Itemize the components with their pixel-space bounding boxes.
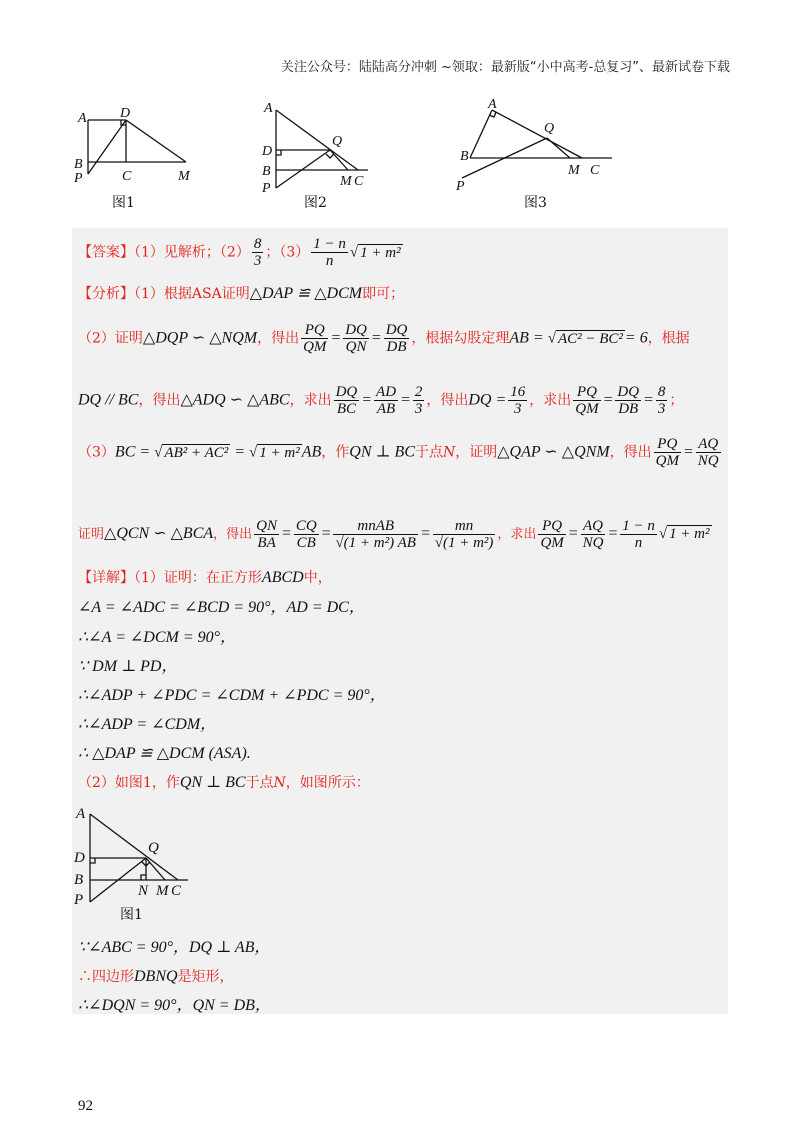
fig3-label-c: C: [590, 163, 600, 178]
figure-2: [258, 100, 388, 200]
frac-num: PQ: [301, 322, 328, 339]
frac: [384, 322, 410, 355]
math: △DAP ≌ △DCM: [249, 285, 363, 302]
fig4-label-n: N: [138, 883, 149, 899]
frac-num: AQ: [581, 518, 606, 535]
math: DQ // BC: [78, 391, 139, 409]
sqrt-radicand: AC² − BC²: [557, 330, 623, 347]
frac: [374, 384, 398, 417]
frac-den: QM: [540, 535, 564, 551]
detail-line-7: ∴ △DAP ≌ △DCM (ASA).: [78, 745, 251, 762]
fig4-label-d: D: [74, 850, 85, 866]
frac: [573, 384, 600, 417]
text: ，求出: [529, 392, 572, 409]
sqrt: √ 1 + m²: [249, 444, 300, 461]
detail-line-2: ∠A = ∠ADC = ∠BCD = 90°，AD = DC，: [78, 599, 365, 616]
frac-num: DQ: [617, 384, 640, 400]
text: 即可；: [362, 286, 405, 302]
frac: [538, 518, 565, 551]
fig3-caption: 图3: [524, 195, 547, 211]
sqrt-radicand: 1 + m²: [360, 244, 401, 261]
sqrt: √ AB² + AC²: [154, 444, 229, 461]
text: ；: [669, 392, 684, 409]
math: AB: [301, 443, 322, 461]
frac-den: QM: [575, 401, 599, 417]
frac-den: DB: [618, 401, 639, 417]
text: （2）证明: [78, 330, 143, 347]
frac-num: AQ: [696, 436, 721, 453]
text: 于点: [415, 444, 443, 461]
text: ，作: [321, 444, 350, 461]
frac-num: 1 − n: [622, 518, 655, 534]
text: （2）如图1，作: [78, 775, 180, 791]
text: ，求出: [497, 527, 537, 542]
frac: [615, 384, 641, 417]
frac-den: NQ: [582, 535, 604, 551]
frac-num: 2: [414, 384, 423, 400]
frac-den: DB: [386, 339, 407, 355]
fig3-label-q: Q: [544, 121, 555, 136]
text: ，得出: [138, 392, 181, 409]
frac-den: BA: [257, 535, 276, 551]
frac-den: n: [325, 253, 334, 269]
math: △DQP ∽ △NQM: [142, 329, 258, 347]
frac-num: 8: [657, 384, 666, 400]
text: （1）证明：在正方形: [134, 570, 262, 586]
frac: [581, 518, 606, 551]
detail-line-10: [78, 967, 234, 987]
frac-den: NQ: [697, 453, 719, 469]
answer-sqrt: √ 1 + m²: [349, 244, 401, 261]
frac-den: AB: [376, 401, 396, 417]
detail-line-3: ∴∠A = ∠DCM = 90°，: [78, 629, 237, 646]
math: ABCD: [261, 569, 304, 586]
frac-den: 3: [414, 401, 423, 417]
text: 于点: [245, 775, 274, 791]
fig1-label-m: M: [178, 169, 190, 184]
fig2-label-a: A: [264, 101, 273, 116]
frac-den: 3: [253, 253, 262, 269]
frac-num: QN: [256, 518, 278, 534]
frac-num: PQ: [573, 384, 600, 401]
fig2-caption: 图2: [304, 195, 327, 211]
analysis-line-5: 证明△QCN ∽ △BCA，得出 $\frac{QN}{BA}$ = $\frac{CQ}{CB}$ = $\frac{\text{mnAB}}{\text{√(1 + m²) AB}}$ = $\frac{mn}{\text{√(1 + m²)}}$ ，求出 $\frac{PQ}{QM}$ = $\frac{AQ}{NQ}$ = $\frac{1 - n}{n}$ √ 1 + m²: [78, 518, 710, 551]
frac-den: 3: [657, 401, 666, 417]
text: ，证明: [455, 444, 498, 461]
text: 是矩形，: [177, 969, 234, 985]
sqrt-radicand: AB² + AC²: [164, 444, 229, 461]
text: （1）根据ASA证明: [134, 286, 250, 302]
frac: [294, 518, 319, 551]
text: ，得出: [609, 444, 652, 461]
fig1-label-p: P: [74, 171, 83, 186]
frac-num: 8: [253, 236, 262, 252]
page-header: 关注公众号：陆陆高分冲刺 ~领取：最新版“小中高考-总复习”、最新试卷下载: [280, 60, 730, 75]
frac: [413, 384, 425, 417]
text: 中，: [303, 570, 332, 586]
frac-den: QN: [345, 339, 367, 355]
frac-den: QM: [303, 339, 327, 355]
frac-den: CB: [296, 535, 316, 551]
fig2-label-p: P: [262, 181, 271, 196]
fig2-label-q: Q: [332, 134, 343, 149]
fig2-label-b: B: [262, 164, 271, 179]
math: △QCN ∽ △BCA: [104, 525, 214, 542]
fig3-label-p: P: [456, 179, 465, 194]
frac-num: DQ: [345, 322, 367, 338]
fig4-label-c: C: [171, 883, 182, 899]
frac-num: PQ: [538, 518, 565, 535]
frac: [301, 322, 328, 355]
analysis-line-3: DQ // BC，得出△ADQ ∽ △ABC，求出 $\frac{DQ}{BC}$ = $\frac{AD}{AB}$ = $\frac{2}{3}$ ，得出DQ = $\frac{16}{3}$ ，求出 $\frac{PQ}{QM}$ = $\frac{DQ}{DB}$ = $\frac{8}{3}$ ；: [78, 384, 684, 417]
frac: [620, 518, 657, 551]
figure-3: [452, 98, 632, 198]
answer-tag: 【答案】: [78, 244, 134, 261]
frac-num: DQ: [385, 322, 408, 338]
math: BC =: [114, 443, 155, 461]
math: DQ =: [468, 391, 507, 409]
math: △QAP ∽ △QNM: [497, 443, 610, 461]
answer-frac-1: [252, 236, 264, 269]
answer-line: [78, 236, 403, 269]
fig2-label-m: M: [340, 174, 352, 189]
frac: [696, 436, 721, 469]
frac-num: PQ: [654, 436, 681, 453]
answer-part1: （1）见解析；（2）: [134, 244, 250, 261]
frac: [333, 518, 417, 551]
text: N: [443, 444, 456, 461]
detail-line-5: ∴∠ADP + ∠PDC = ∠CDM + ∠PDC = 90°，: [78, 687, 386, 704]
figure-1: [70, 104, 210, 199]
detail-line-6: ∴∠ADP = ∠CDM，: [78, 716, 217, 733]
frac: [508, 384, 527, 417]
frac: [654, 436, 681, 469]
fig4-label-m: M: [156, 883, 169, 899]
text: ，得出: [426, 392, 469, 409]
math: DBNQ: [134, 968, 178, 985]
fig4-label-q: Q: [148, 840, 159, 856]
text: ∴四边形: [78, 969, 134, 985]
detail-line-4: ∵ DM ⊥ PD，: [78, 658, 178, 675]
frac-num: mnAB: [333, 518, 417, 535]
math: △ADQ ∽ △ABC: [180, 391, 290, 409]
frac-den: QM: [655, 453, 679, 469]
fig4-label-b: B: [74, 872, 84, 888]
text: ，如图所示：: [285, 775, 370, 791]
frac-num: CQ: [295, 518, 317, 534]
frac: [254, 518, 279, 551]
fig1-label-b: B: [74, 157, 83, 172]
sqrt-radicand: 1 + m²: [669, 526, 710, 542]
sqrt: √ AC² − BC²: [547, 330, 623, 347]
detail-line-11: ∴∠DQN = 90°，QN = DB，: [78, 997, 271, 1014]
text: ，根据勾股定理: [411, 330, 510, 347]
frac-num: mn: [433, 518, 496, 535]
answer-part2: ；（3）: [265, 244, 310, 261]
fig2-label-c: C: [354, 174, 364, 189]
fig4-label-p: P: [74, 892, 84, 908]
text: ，根据: [647, 330, 690, 347]
fig2-label-d: D: [262, 144, 273, 159]
text: N: [273, 775, 286, 791]
frac: [343, 322, 369, 355]
math: QN ⊥ BC: [349, 443, 415, 461]
sqrt-radicand: 1 + m²: [259, 444, 300, 461]
fig3-label-a: A: [488, 97, 497, 112]
detail-line-1: [78, 568, 332, 588]
figure-row: [60, 96, 660, 226]
frac-den: BC: [336, 401, 356, 417]
sqrt: √ 1 + m²: [658, 526, 710, 542]
text: （3）: [78, 444, 115, 461]
frac-num: 16: [510, 384, 526, 400]
math: QN ⊥ BC: [179, 774, 246, 791]
frac-den: √(1 + m²): [434, 535, 494, 551]
text: ，得出: [213, 527, 253, 542]
analysis-line-4: （3）BC = √ AB² + AC² = √ 1 + m² AB，作QN ⊥ BC于点N，证明△QAP ∽ △QNM，得出 $\frac{PQ}{QM}$ = $\frac{AQ}{NQ}$: [78, 436, 719, 469]
frac-den: n: [634, 535, 643, 551]
text: ，得出: [257, 330, 300, 347]
fig1-label-c: C: [122, 169, 132, 184]
fig1-caption: 图1: [112, 195, 135, 211]
analysis-line-2: （2）证明△DQP ∽ △NQM，得出 $\frac{PQ}{QM}$ = $\frac{DQ}{QN}$ = $\frac{DQ}{DB}$ ，根据勾股定理AB = √ AC² − BC² = 6，根据: [78, 322, 690, 355]
frac-num: 1 − n: [313, 236, 346, 252]
frac-den: 3: [514, 401, 522, 417]
fig1-label-d: D: [120, 106, 131, 121]
math: AB =: [509, 329, 548, 347]
answer-frac-2: [311, 236, 348, 269]
frac: [656, 384, 668, 417]
detail-tag: 【详解】: [78, 570, 134, 586]
fig4-caption: 图1: [120, 907, 143, 923]
frac-num: DQ: [335, 384, 358, 400]
frac-num: AD: [376, 384, 397, 400]
page-number: 92: [78, 1098, 93, 1114]
frac: [433, 518, 496, 551]
fig1-label-a: A: [78, 111, 87, 126]
detail-line-9: ∵∠ABC = 90°，DQ ⊥ AB，: [78, 939, 271, 956]
text: 证明: [78, 527, 105, 542]
math: =: [230, 443, 250, 461]
math: = 6: [624, 329, 648, 347]
detail-line-8: [78, 773, 370, 793]
text: ，求出: [289, 392, 332, 409]
fig4-label-a: A: [76, 806, 86, 822]
frac-den: √(1 + m²) AB: [335, 535, 416, 551]
analysis-tag: 【分析】: [78, 286, 134, 302]
fig3-label-b: B: [460, 149, 469, 164]
analysis-line-1: [78, 284, 404, 304]
fig3-label-m: M: [568, 163, 580, 178]
frac: [334, 384, 360, 417]
